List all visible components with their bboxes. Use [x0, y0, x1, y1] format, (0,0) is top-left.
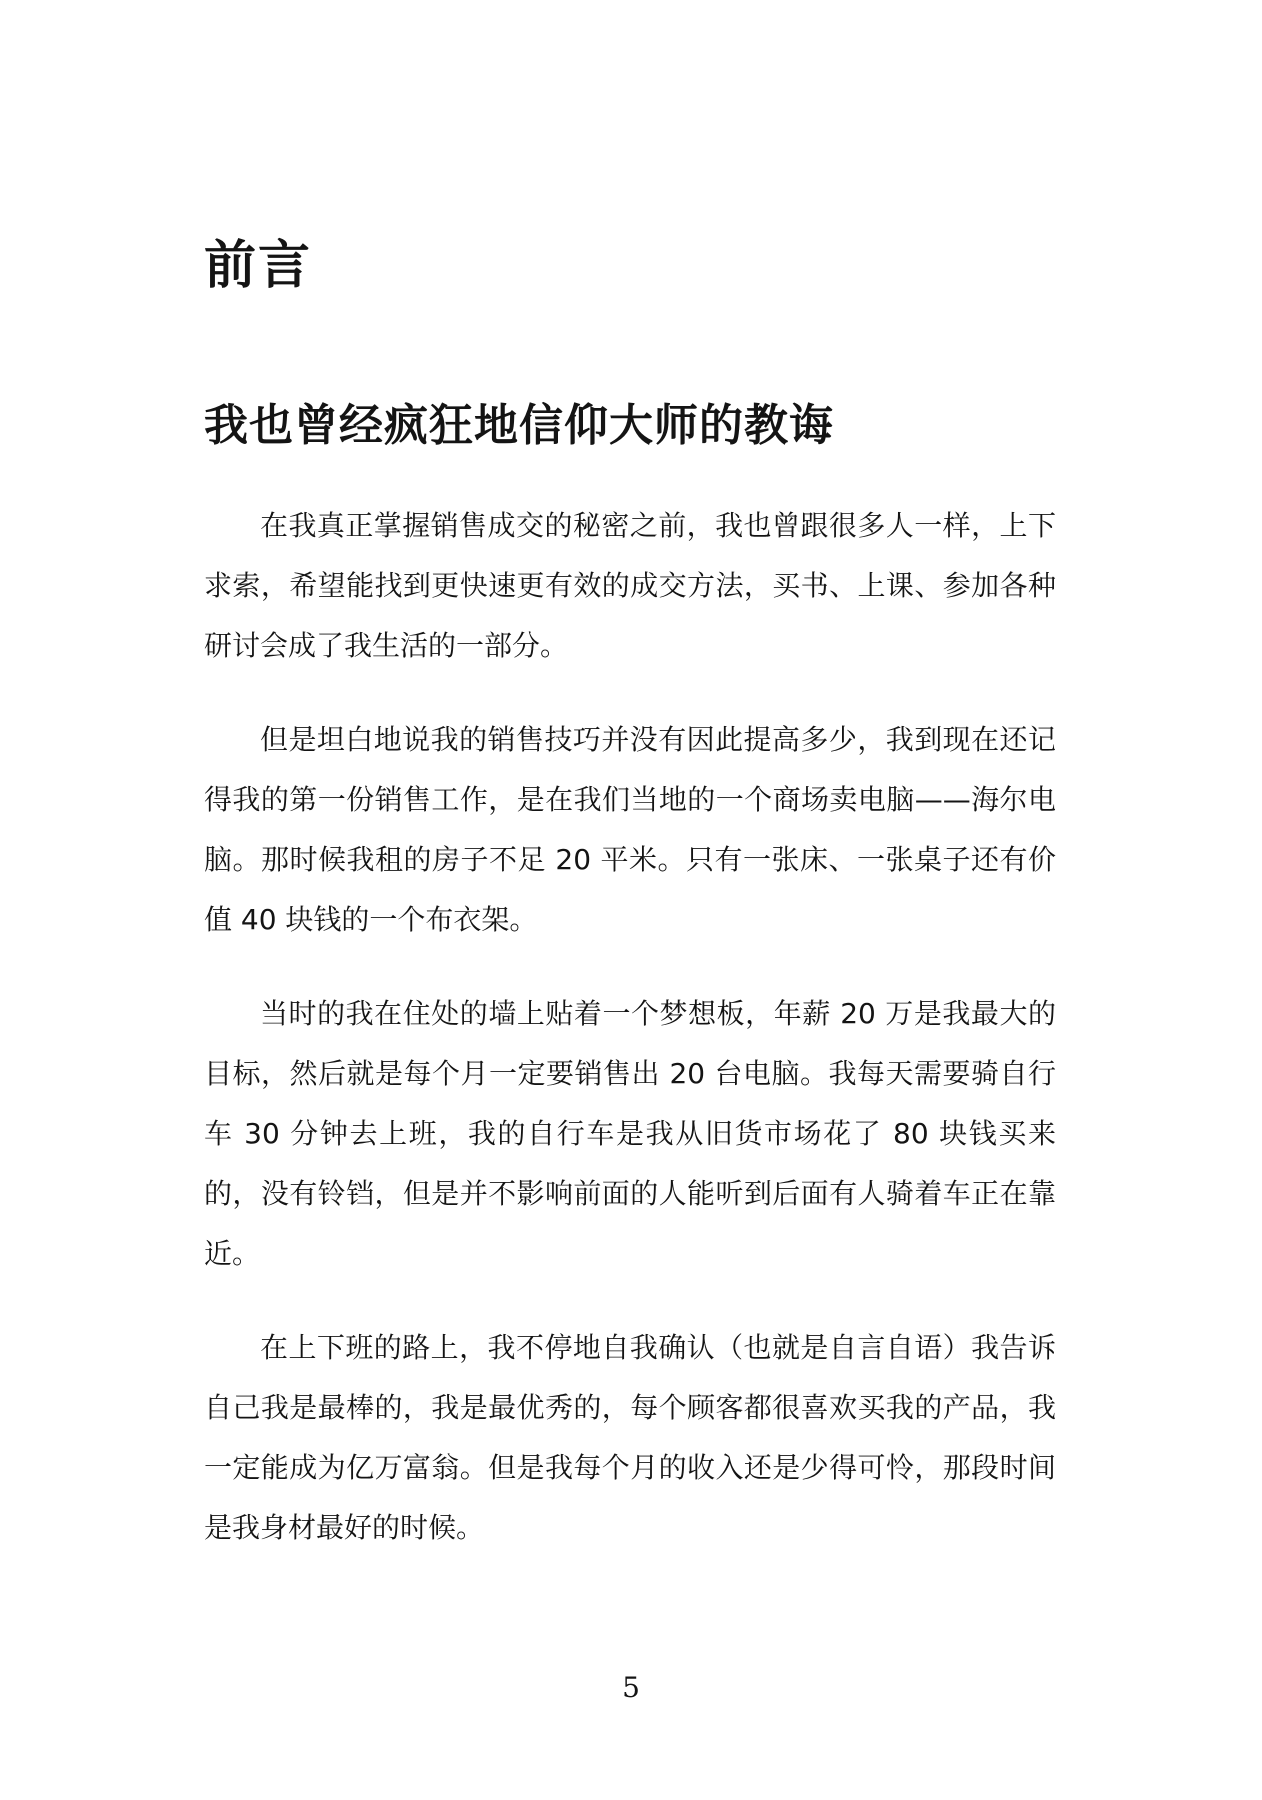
- paragraph-3: 当时的我在住处的墙上贴着一个梦想板，年薪 20 万是我最大的目标，然后就是每个月一定要销售出 20 台电脑。我每天需要骑自行车 30 分钟去上班，我的自行车是我从旧货市场花了 80 块钱买来的，没有铃铛，但是并不影响前面的人能听到后面有人骑着车正在靠近。: [204, 997, 1056, 1270]
- page-content: [204, 230, 1056, 1592]
- paragraph-2: 但是坦白地说我的销售技巧并没有因此提高多少，我到现在还记得我的第一份销售工作，是在我们当地的一个商场卖电脑——海尔电脑。那时候我租的房子不足 20 平米。只有一张床、一张桌子还有价值 40 块钱的一个布衣架。: [204, 723, 1056, 936]
- page-number: 5: [622, 1671, 640, 1704]
- paragraph-4: 在上下班的路上，我不停地自我确认（也就是自言自语）我告诉自己我是最棒的，我是最优秀的，每个顾客都很喜欢买我的产品，我一定能成为亿万富翁。但是我每个月的收入还是少得可怜，那段时间是我身材最好的时候。: [204, 1331, 1056, 1544]
- chapter-title: 前言: [204, 236, 313, 296]
- section-title: 我也曾经疯狂地信仰大师的教诲: [204, 400, 834, 451]
- paragraph-1: 在我真正掌握销售成交的秘密之前，我也曾跟很多人一样，上下求索，希望能找到更快速更有效的成交方法，买书、上课、参加各种研讨会成了我生活的一部分。: [204, 509, 1056, 662]
- body-text: [204, 496, 1056, 1558]
